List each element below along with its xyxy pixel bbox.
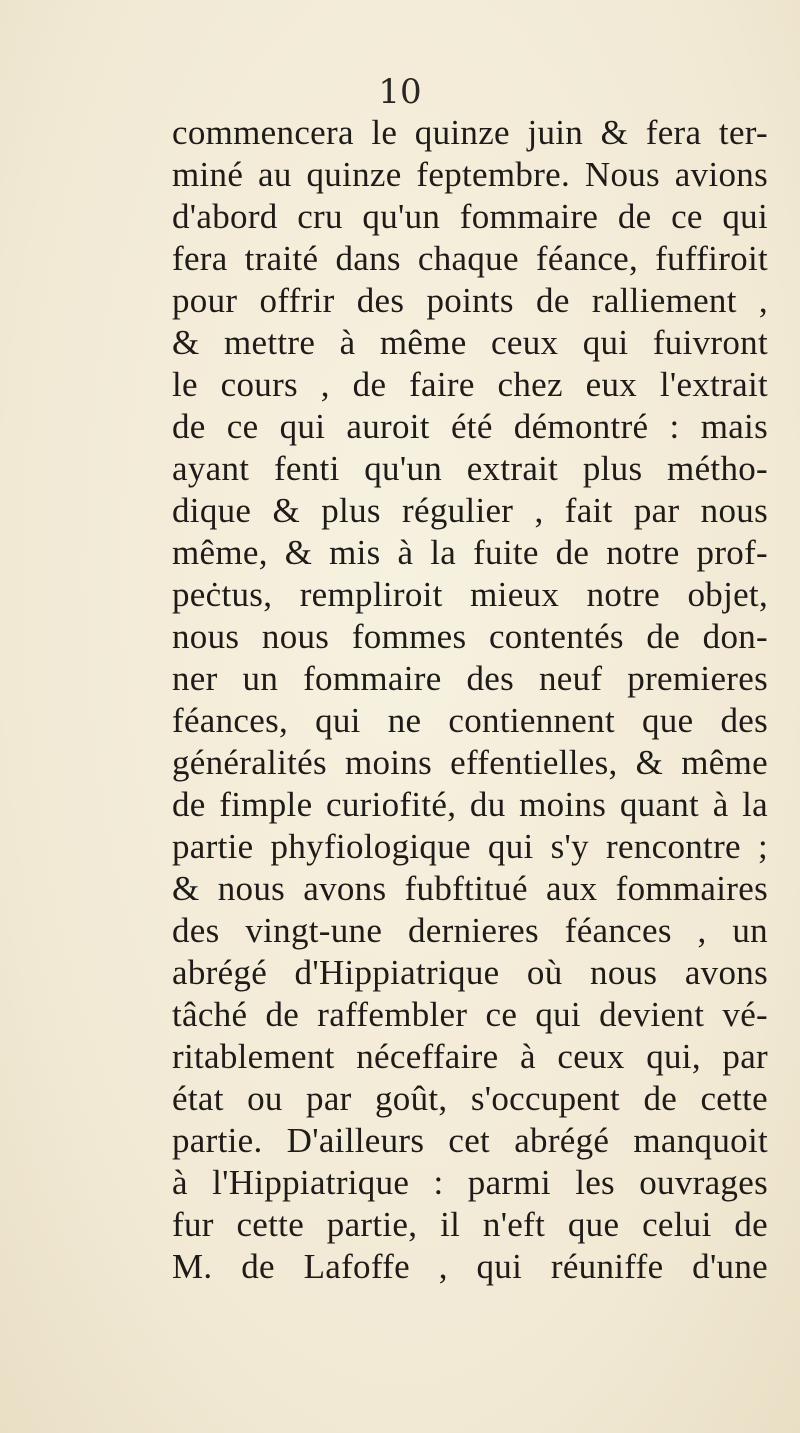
text-line: le cours , de faire chez eux l'extrait <box>172 365 768 404</box>
text-line: partie. D'ailleurs cet abrégé manquoit <box>172 1121 768 1160</box>
text-line: nous nous fommes contentés de don- <box>172 617 768 656</box>
text-line: ritablement néceffaire à ceux qui, par <box>172 1037 768 1076</box>
text-line: abrégé d'Hippiatrique où nous avons <box>172 953 768 992</box>
text-line: même, & mis à la fuite de notre prof- <box>172 533 768 572</box>
text-line: des vingt-une dernieres féances , un <box>172 911 768 950</box>
page-number: 10 <box>378 72 422 112</box>
text-line: tâché de raffembler ce qui devient vé- <box>172 995 768 1034</box>
text-line: fera traité dans chaque féance, fuffiroit <box>172 239 768 278</box>
text-line: ner un fommaire des neuf premieres <box>172 659 768 698</box>
text-line: de fimple curiofité, du moins quant à la <box>172 785 768 824</box>
text-line: partie phyfiologique qui s'y rencontre ; <box>172 827 768 866</box>
text-line: à l'Hippiatrique : parmi les ouvrages <box>172 1163 768 1202</box>
text-line: féances, qui ne contiennent que des <box>172 701 768 740</box>
text-line: état ou par goût, s'occupent de cette <box>172 1079 768 1118</box>
text-line: & nous avons fubftitué aux fommaires <box>172 869 768 908</box>
text-line: généralités moins effentielles, & même <box>172 743 768 782</box>
text-line: ayant fenti qu'un extrait plus métho- <box>172 449 768 488</box>
text-line: de ce qui auroit été démontré : mais <box>172 407 768 446</box>
text-line: commencera le quinze juin & fera ter- <box>172 113 768 152</box>
text-line: M. de Lafoffe , qui réuniffe d'une <box>172 1247 768 1286</box>
text-line: miné au quinze feptembre. Nous avions <box>172 155 768 194</box>
text-line: dique & plus régulier , fait par nous <box>172 491 768 530</box>
text-line: pour offrir des points de ralliement , <box>172 281 768 320</box>
text-line: fur cette partie, il n'eft que celui de <box>172 1205 768 1244</box>
text-line: & mettre à même ceux qui fuivront <box>172 323 768 362</box>
text-line: d'abord cru qu'un fommaire de ce qui <box>172 197 768 236</box>
text-line: peċtus, rempliroit mieux notre objet, <box>172 575 768 614</box>
body-text <box>172 112 768 1288</box>
